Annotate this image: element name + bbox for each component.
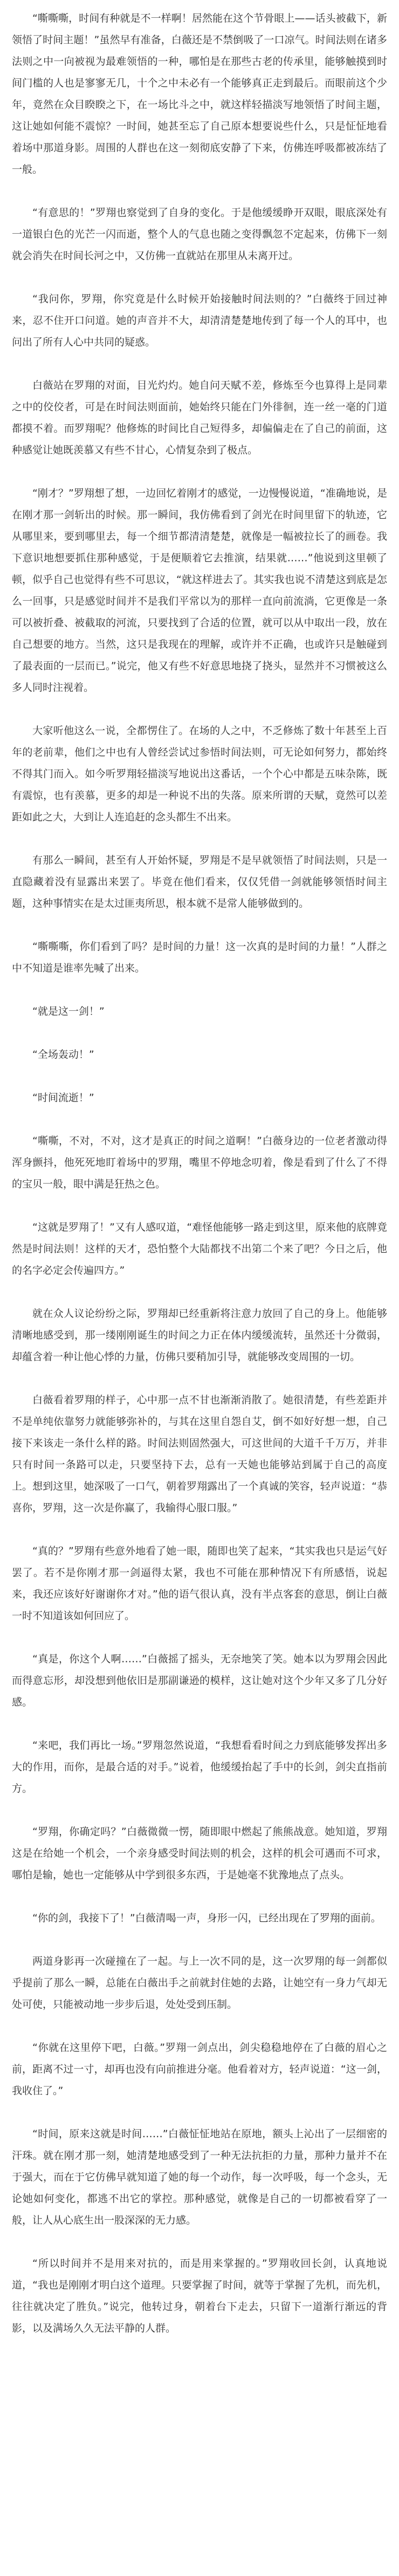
- paragraph-13: “这就是罗翔了！”又有人感叹道，“难怪他能够一路走到这里，原来他的底牌竟然是时间法则！这样的天才，恐怕整个大陆都找不出第二个来了吧？今日之后，他的名字必定会传遍四方。”: [12, 1221, 387, 1276]
- paragraph-3: “我问你，罗翔，你究竟是什么时候开始接触时间法则的？”白薇终于回过神来，忍不住开口问道。她的声音并不大，却清清楚楚地传到了每一个人的耳中，也问出了所有人心中共同的疑惑。: [12, 293, 387, 348]
- paragraph-16: “真的？”罗翔有些意外地看了她一眼，随即也笑了起来，“其实我也只是运气好罢了。若不是你刚才那一剑逼得太紧，我也不可能在那种情况下有所感悟，说起来，我还应该好好谢谢你才对。”他的语气很认真，没有半点客套的意思，倒让白薇一时不知道该如何回应了。: [12, 1545, 387, 1622]
- paragraph-11: “时间流逝！”: [32, 1092, 94, 1104]
- paragraph-4: 白薇站在罗翔的对面，目光灼灼。她自问天赋不差，修炼至今也算得上是同辈之中的佼佼者，可是在时间法则面前，她始终只能在门外徘徊，连一丝一毫的门道都摸不着。而罗翔呢？他修炼的时间比自己短得多，却偏偏走在了自己的前面，这种感觉让她既羡慕又有些不甘心，心情复杂到了极点。: [12, 379, 387, 456]
- paragraph-19: “罗翔，你确定吗？”白薇微微一愣，随即眼中燃起了熊熊战意。她知道，罗翔这是在给她一个机会，一个亲身感受时间法则的机会，这样的机会可遇而不可求，哪怕是输，她也一定能够从中学到很多东西，于是她毫不犹豫地点了点头。: [12, 1826, 387, 1881]
- paragraph-1: “嘶嘶嘶，时间有种就是不一样啊！居然能在这个节骨眼上——话头被截下，新领悟了时间主题！”虽然早有准备，白薇还是不禁倒吸了一口凉气。时间法则在诸多法则之中一向被视为最难领悟的一种，哪怕是在那些古老的传承里，能够触摸到时间门槛的人也是寥寥无几，十个之中未必有一个能够真正走到最后。而眼前这个少年，竟然在众目睽睽之下，在一场比斗之中，就这样轻描淡写地领悟了时间主题，这让她如何能不震惊？一时间，她甚至忘了自己原本想要说些什么，只是怔怔地看着场中那道身影。周围的人群也在这一刻彻底安静了下来，仿佛连呼吸都被冻结了一般。: [12, 12, 387, 175]
- paragraph-24: “所以时间并不是用来对抗的，而是用来掌握的。”罗翔收回长剑，认真地说道，“我也是刚刚才明白这个道理。只要掌握了时间，就等于掌握了先机，而先机，往往就决定了胜负。”说完，他转过身，朝着台下走去，只留下一道渐行渐远的背影，以及满场久久无法平静的人群。: [12, 2258, 387, 2334]
- paragraph-23: “时间，原来这就是时间……”白薇怔怔地站在原地，额头上沁出了一层细密的汗珠。就在刚才那一刻，她清楚地感受到了一种无法抗拒的力量，那种力量并不在于强大，而在于它仿佛早就知道了她的每一个动作，每一次呼吸，每一个念头，无论她如何变化，都逃不出它的掌控。那种感觉，就像是自己的一切都被看穿了一般，让人从心底生出一股深深的无力感。: [12, 2128, 387, 2226]
- paragraph-7: 有那么一瞬间，甚至有人开始怀疑，罗翔是不是早就领悟了时间法则，只是一直隐藏着没有显露出来罢了。毕竟在他们看来，仅仅凭借一剑就能够领悟时间主题，这种事情实在是太过匪夷所思，根本就不是常人能够做到的。: [12, 854, 387, 909]
- paragraph-10: “全场轰动！”: [32, 1049, 94, 1061]
- paragraph-12: “嘶嘶，不对，不对，这才是真正的时间之道啊！”白薇身边的一位老者激动得浑身颤抖，他死死地盯着场中的罗翔，嘴里不停地念叨着，像是看到了什么了不得的宝贝一般，眼中满是狂热之色。: [12, 1135, 387, 1190]
- paragraph-14: 就在众人议论纷纷之际，罗翔却已经重新将注意力放回了自己的身上。他能够清晰地感受到，那一缕刚刚诞生的时间之力正在体内缓缓流转，虽然还十分微弱，却蕴含着一种让他心悸的力量，仿佛只要稍加引导，就能够改变周围的一切。: [12, 1308, 387, 1363]
- paragraph-15: 白薇看着罗翔的样子，心中那一点不甘也渐渐消散了。她很清楚，有些差距并不是单纯依靠努力就能够弥补的，与其在这里自怨自艾，倒不如好好想一想，自己接下来该走一条什么样的路。时间法则固然强大，可这世间的大道千千万万，并非只有时间一条路可以走，只要坚持下去，总有一天她也能够站到属于自己的高度上。想到这里，她深吸了一口气，朝着罗翔露出了一个真诚的笑容，轻声说道：“恭喜你，罗翔，这一次是你赢了，我输得心服口服。”: [12, 1394, 387, 1514]
- paragraph-5: “刚才？”罗翔想了想，一边回忆着刚才的感觉，一边慢慢说道，“准确地说，是在刚才那一剑斩出的时候。那一瞬间，我仿佛看到了剑光在时间里留下的轨迹，它从哪里来，要到哪里去，每一个细节都清清楚楚，就像是一幅被拉长了的画卷。我下意识地想要抓住那种感觉，于是便顺着它去推演，结果就……”他说到这里顿了顿，似乎自己也觉得有些不可思议，“就这样进去了。其实我也说不清楚这到底是怎么一回事，只是感觉时间并不是我们平常以为的那样一直向前流淌，它更像是一条可以被折叠、被截取的河流，只要找到了合适的位置，就可以从中取出一段，放在自己想要的地方。当然，这只是我现在的理解，或许并不正确，也或许只是触碰到了最表面的一层而已。”说完，他又有些不好意思地挠了挠头，显然并不习惯被这么多人同时注视着。: [12, 487, 387, 694]
- paragraph-6: 大家听他这么一说，全都愣住了。在场的人之中，不乏修炼了数十年甚至上百年的老前辈，他们之中也有人曾经尝试过参悟时间法则，可无论如何努力，都始终不得其门而入。如今听罗翔轻描淡写地说出这番话，一个个心中都是五味杂陈，既有震惊，也有羡慕，更多的却是一种说不出的失落。原来所谓的天赋，竟然可以差距如此之大，大到让人连追赶的念头都生不出来。: [12, 725, 387, 823]
- paragraph-21: 两道身影再一次碰撞在了一起。与上一次不同的是，这一次罗翔的每一剑都似乎提前了那么一瞬，总能在白薇出手之前就封住她的去路，让她空有一身力气却无处可使，只能被动地一步步后退，处处受到压制。: [12, 1955, 387, 2010]
- paragraph-2: “有意思的！”罗翔也察觉到了自身的变化。于是他缓缓睁开双眼，眼底深处有一道银白色的光芒一闪而逝，整个人的气息也随之变得飘忽不定起来，仿佛下一刻就会消失在时间长河之中，又仿佛一直就站在那里从未离开过。: [12, 207, 387, 262]
- paragraph-20: “你的剑，我接下了！”白薇清喝一声，身形一闪，已经出现在了罗翔的面前。: [32, 1912, 381, 1924]
- paragraph-22: “你就在这里停下吧，白薇。”罗翔一剑点出，剑尖稳稳地停在了白薇的眉心之前，距离不过一寸，却再也没有向前推进分毫。他看着对方，轻声说道：“这一剑，我收住了。”: [12, 2042, 387, 2097]
- paragraph-18: “来吧，我们再比一场。”罗翔忽然说道，“我想看看时间之力到底能够发挥出多大的作用，而你，是最合适的对手。”说着，他缓缓抬起了手中的长剑，剑尖直指前方。: [12, 1739, 387, 1795]
- paragraph-9: “就是这一剑！”: [32, 1005, 105, 1017]
- paragraph-8: “嘶嘶嘶，你们看到了吗？是时间的力量！这一次真的是时间的力量！”人群之中不知道是谁率先喊了出来。: [12, 941, 387, 974]
- paragraph-17: “真是，你这个人啊……”白薇摇了摇头，无奈地笑了笑。她本以为罗翔会因此而得意忘形，却没想到他依旧是那副谦逊的模样，这让她对这个少年又多了几分好感。: [12, 1653, 387, 1708]
